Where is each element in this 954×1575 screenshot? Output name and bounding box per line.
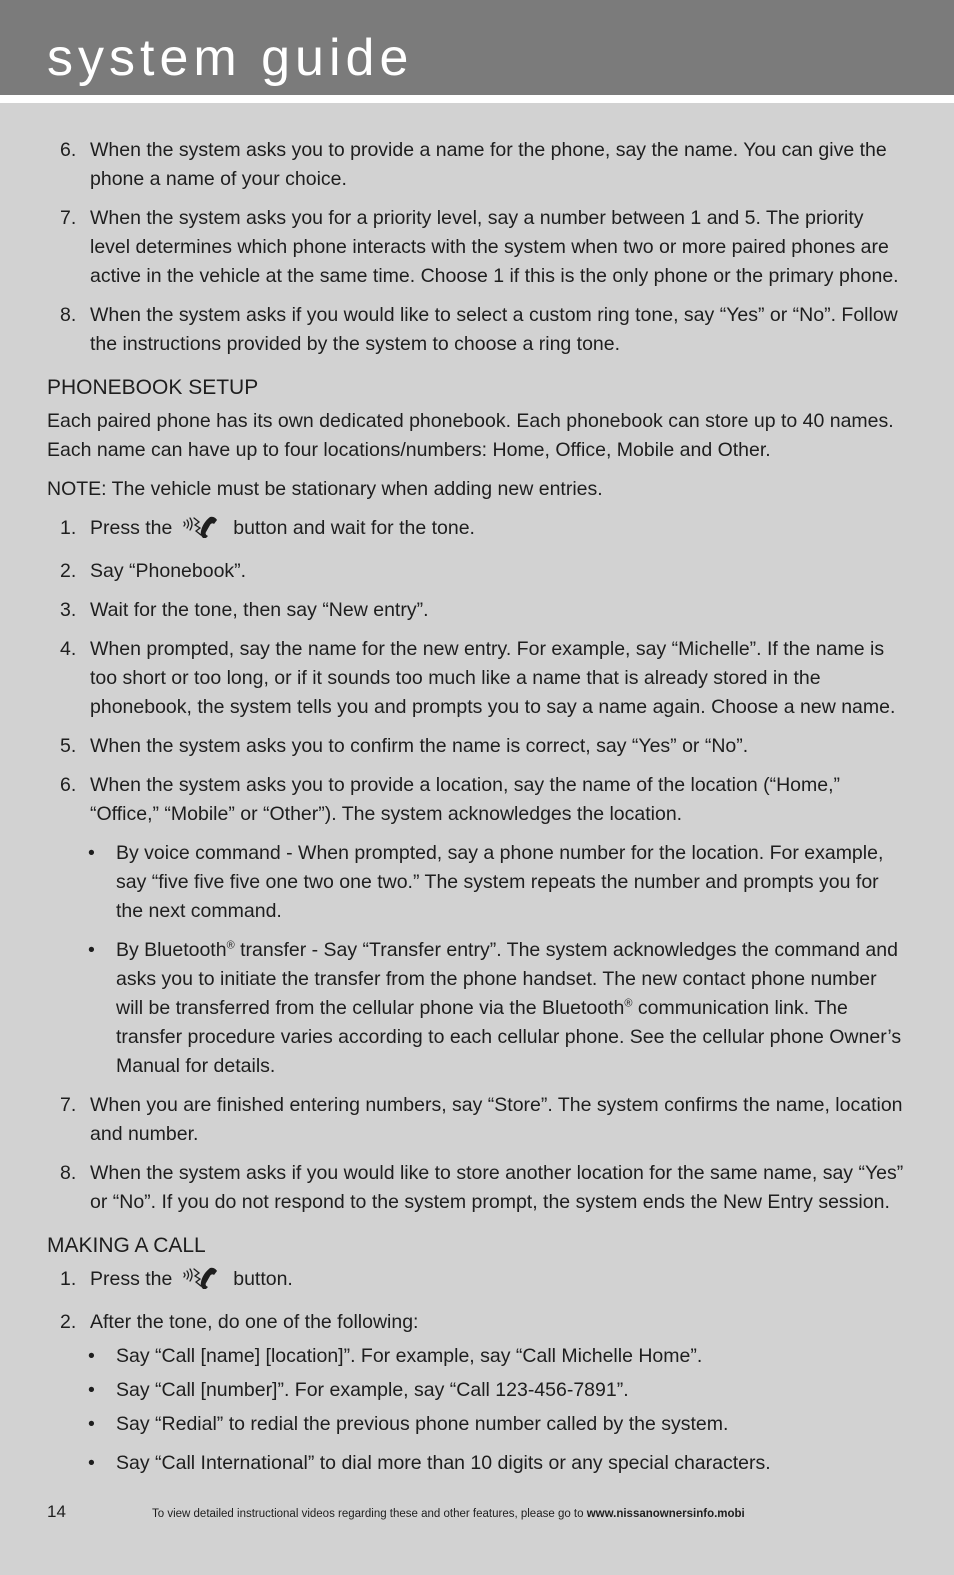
list-item bbox=[47, 204, 907, 291]
footer-note bbox=[152, 1508, 745, 1520]
item-number: 8. bbox=[60, 304, 77, 326]
item-text: Say “Phonebook”. bbox=[90, 560, 247, 582]
bullet-text-part1: By Bluetooth bbox=[116, 939, 227, 961]
registered-mark: ® bbox=[624, 997, 633, 1010]
item-number: 8. bbox=[60, 1162, 77, 1184]
main-content bbox=[47, 136, 907, 1488]
bullet-dot: • bbox=[88, 939, 95, 961]
item-text: When the system asks if you would like to select a custom ring tone, say “Yes” or “No”. Follow the instructions provided by the system to choose a ring tone. bbox=[90, 304, 898, 355]
bullet-item bbox=[47, 1342, 907, 1371]
item-number: 6. bbox=[60, 774, 77, 796]
item-number: 1. bbox=[60, 1268, 77, 1290]
item-number: 2. bbox=[60, 1311, 77, 1333]
list-item bbox=[47, 1265, 907, 1298]
section-heading-making-a-call: MAKING A CALL bbox=[47, 1234, 206, 1257]
bullet-item bbox=[47, 1449, 907, 1478]
list-item bbox=[47, 557, 907, 586]
item-text: When you are finished entering numbers, say “Store”. The system confirms the name, location and number. bbox=[90, 1094, 903, 1145]
talk-phone-icon bbox=[180, 1265, 226, 1298]
talk-phone-icon bbox=[180, 514, 226, 547]
item-number: 4. bbox=[60, 638, 77, 660]
bullet-text: Say “Call International” to dial more than 10 digits or any special characters. bbox=[116, 1452, 771, 1474]
bullet-text-part2: transfer - Say “Transfer entry”. The system acknowledges the command and asks you to initiate the transfer from the phone handset. The new contact phone number will be transferred from the cellular phone via the Bluetooth bbox=[116, 939, 898, 1019]
bullet-text: By voice command - When prompted, say a phone number for the location. For example, say “five five five one two one two.” The system repeats the number and prompts you for the next command. bbox=[116, 842, 884, 922]
footer-link[interactable]: www.nissanownersinfo.mobi bbox=[586, 1508, 745, 1520]
page-header bbox=[0, 0, 954, 95]
item-text-after: button. bbox=[233, 1268, 293, 1290]
item-text: When the system asks you to provide a name for the phone, say the name. You can give the phone a name of your choice. bbox=[90, 139, 887, 190]
item-number: 3. bbox=[60, 599, 77, 621]
list-item bbox=[47, 514, 907, 547]
item-text: When the system asks you to provide a location, say the name of the location (“Home,” “Office,” “Mobile” or “Other”). The system acknowledges the location. bbox=[90, 774, 841, 825]
item-text: After the tone, do one of the following: bbox=[90, 1311, 419, 1333]
bullet-item bbox=[47, 936, 907, 1081]
registered-mark: ® bbox=[226, 939, 235, 952]
phonebook-intro: Each paired phone has its own dedicated phonebook. Each phonebook can store up to 40 names. Each name can have up to four locations/numbers: Home, Office, Mobile and Other. bbox=[47, 410, 894, 461]
item-number: 7. bbox=[60, 1094, 77, 1116]
page-number: 14 bbox=[47, 1502, 66, 1521]
bullet-item bbox=[47, 839, 907, 926]
item-text: When the system asks you to confirm the name is correct, say “Yes” or “No”. bbox=[90, 735, 749, 757]
bullet-item bbox=[47, 1376, 907, 1405]
bullet-dot: • bbox=[88, 1379, 95, 1401]
item-text: Wait for the tone, then say “New entry”. bbox=[90, 599, 429, 621]
item-number: 7. bbox=[60, 207, 77, 229]
item-number: 1. bbox=[60, 517, 77, 539]
item-text: When the system asks if you would like to store another location for the same name, say “Yes” or “No”. If you do not respond to the system prompt, the system ends the New Entry session. bbox=[90, 1162, 904, 1213]
item-number: 2. bbox=[60, 560, 77, 582]
item-number: 6. bbox=[60, 139, 77, 161]
list-item bbox=[47, 732, 907, 761]
bullet-dot: • bbox=[88, 842, 95, 864]
list-item bbox=[47, 136, 907, 194]
list-item bbox=[47, 771, 907, 829]
page-title: system guide bbox=[47, 29, 414, 87]
item-text: When prompted, say the name for the new entry. For example, say “Michelle”. If the name is too short or too long, or if it sounds too much like a name that is already stored in the phonebook, the system tells you and prompts you to say a name again. Choose a new name. bbox=[90, 638, 896, 718]
bullet-dot: • bbox=[88, 1452, 95, 1474]
bullet-text: Say “Call [name] [location]”. For example, say “Call Michelle Home”. bbox=[116, 1345, 703, 1367]
item-text-after: button and wait for the tone. bbox=[233, 517, 475, 539]
item-text: When the system asks you for a priority level, say a number between 1 and 5. The priority level determines which phone interacts with the system when two or more paired phones are active in the vehicle at the same time. Choose 1 if this is the only phone or the primary phone. bbox=[90, 207, 899, 287]
section-heading-phonebook: PHONEBOOK SETUP bbox=[47, 376, 259, 399]
phonebook-note: NOTE: The vehicle must be stationary when adding new entries. bbox=[47, 478, 603, 500]
bullet-text: Say “Call [number]”. For example, say “Call 123-456-7891”. bbox=[116, 1379, 629, 1401]
footer-text: To view detailed instructional videos regarding these and other features, please go to bbox=[152, 1508, 587, 1520]
bullet-text: Say “Redial” to redial the previous phone number called by the system. bbox=[116, 1413, 729, 1435]
list-item bbox=[47, 1308, 907, 1337]
header-divider bbox=[0, 95, 954, 103]
list-item bbox=[47, 1091, 907, 1149]
item-number: 5. bbox=[60, 735, 77, 757]
list-item bbox=[47, 301, 907, 359]
item-text-before: Press the bbox=[90, 517, 173, 539]
bullet-item bbox=[47, 1410, 907, 1439]
list-item bbox=[47, 596, 907, 625]
list-item bbox=[47, 635, 907, 722]
bullet-dot: • bbox=[88, 1413, 95, 1435]
bullet-text-part3: communication link. The transfer procedure varies according to each cellular phone. See the cellular phone Owner’s Manual for details. bbox=[116, 997, 902, 1077]
item-text-before: Press the bbox=[90, 1268, 173, 1290]
list-item bbox=[47, 1159, 907, 1217]
bullet-dot: • bbox=[88, 1345, 95, 1367]
